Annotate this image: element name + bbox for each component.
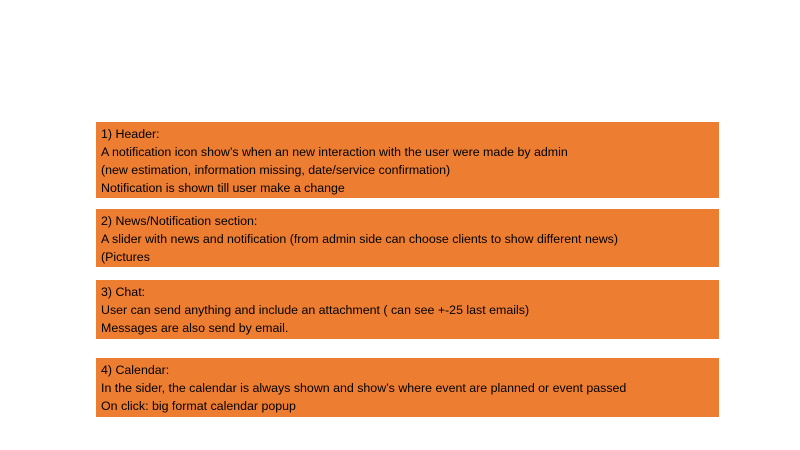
calendar-section-line-1: In the sider, the calendar is always shown and show’s where event are planned or event passed [101,381,627,395]
news-section-line-2: (Pictures [101,250,150,264]
news-section-box [96,209,719,267]
news-section-title: 2) News/Notification section: [101,214,258,228]
header-section-title: 1) Header: [101,127,160,141]
header-section-line-3: Notification is shown till user make a change [101,181,345,195]
calendar-section-box [96,358,719,417]
header-section-line-1: A notification icon show’s when an new interaction with the user were made by admin [101,145,568,159]
header-section-line-2: (new estimation, information missing, date/service confirmation) [101,163,451,177]
header-section-box [96,122,719,198]
chat-section-line-1: User can send anything and include an attachment ( can see +-25 last emails) [101,303,530,317]
calendar-section-line-2: On click: big format calendar popup [101,399,296,413]
chat-section-box [96,280,719,339]
calendar-section-title: 4) Calendar: [101,363,170,377]
chat-section-line-2: Messages are also send by email. [101,321,289,335]
news-section-line-1: A slider with news and notification (from admin side can choose clients to show different news) [101,232,618,246]
chat-section-title: 3) Chat: [101,285,146,299]
